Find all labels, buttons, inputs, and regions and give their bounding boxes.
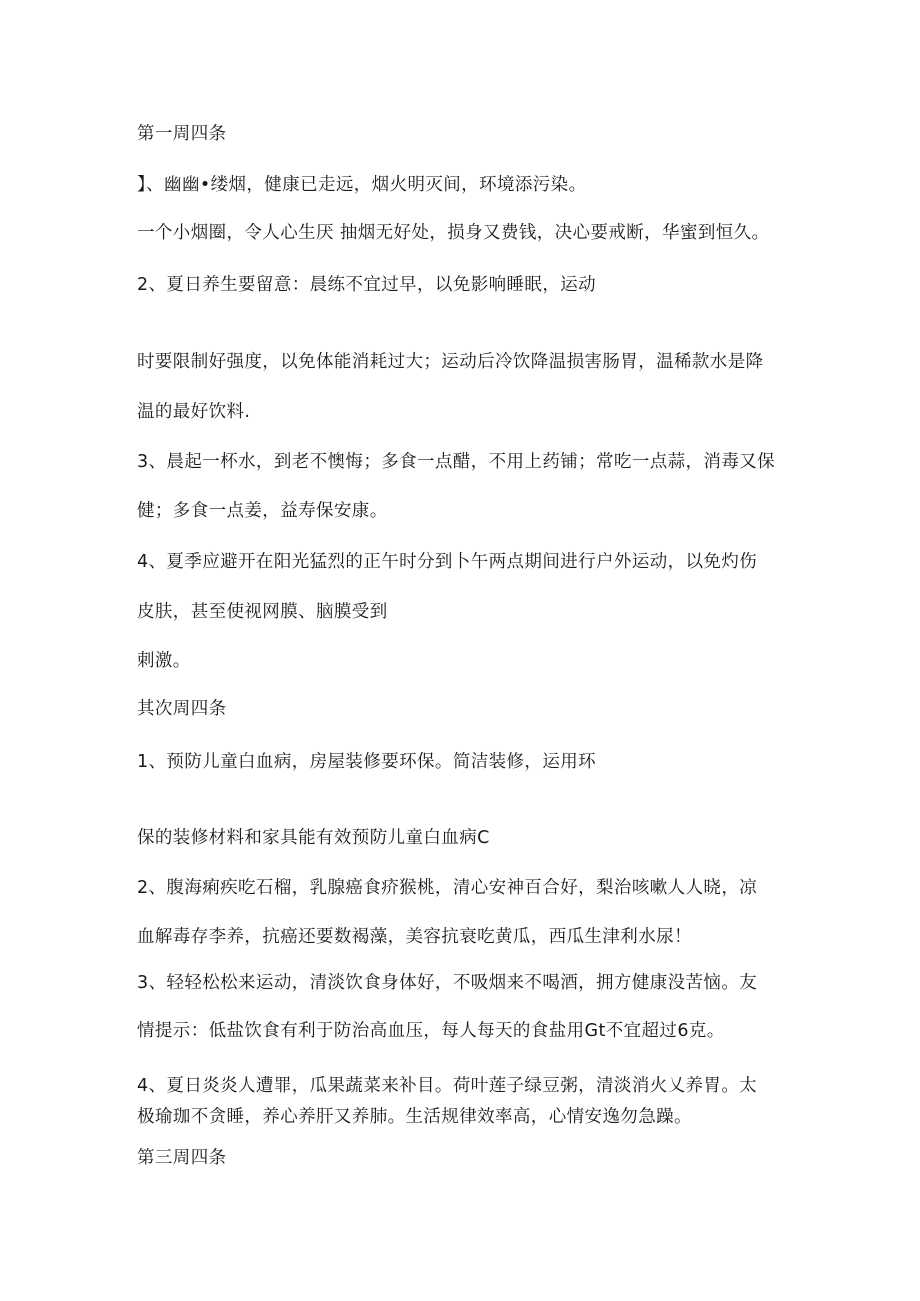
paragraph-line: 2、夏日养生要留意：晨练不宜过早，以免影响睡眠，运动: [137, 275, 597, 295]
paragraph-line: 2、腹海痢疾吃石榴，乳腺癌食疥猴桃，清心安神百合好，梨治咳嗽人人晓，凉: [137, 878, 758, 898]
paragraph-line: 】、幽幽•缕烟，健康已走远，烟火明灭间，环境添污染。: [137, 175, 587, 195]
paragraph-line: 3、轻轻松松来运动，清淡饮食身体好，不吸烟来不喝酒，拥方健康没苦恼。友: [137, 973, 758, 993]
heading-week-3: 第三周四条: [137, 1148, 227, 1168]
paragraph-line: 情提示：低盐饮食有利于防治高血压，每人每天的食盐用Gt不宜超过6克。: [137, 1021, 725, 1041]
paragraph-line: 血解毒存李养，抗癌还要数褐藻，美容抗衰吃黄瓜，西瓜生津利水尿！: [137, 927, 692, 947]
paragraph-line: 刺激。: [137, 651, 191, 671]
paragraph-line: 一个小烟圈，令人心生厌 抽烟无好处，损身又费钱，决心要戒断，华蜜到恒久。: [137, 223, 770, 243]
paragraph-line: 皮肤，甚至使视网膜、脑膜受到: [137, 602, 388, 622]
paragraph-line: 4、夏季应避开在阳光猛烈的正午时分到卜午两点期间进行户外运动，以免灼伤: [137, 552, 758, 572]
paragraph-line: 温的最好饮料.: [137, 402, 251, 422]
paragraph-line: 3、晨起一杯水，到老不懊悔；多食一点醋，不用上药铺；常吃一点蒜，消毒又保: [137, 452, 776, 472]
paragraph-line: 4、夏日炎炎人遭罪，瓜果蔬菜来补目。荷叶莲子绿豆粥，清淡消火乂养胃。太: [137, 1076, 758, 1096]
paragraph-line: 健；多食一点姜，益寿保安康。: [137, 501, 388, 521]
heading-week-1: 第一周四条: [137, 124, 227, 144]
heading-week-2: 其次周四条: [137, 699, 227, 719]
paragraph-line: 1、预防儿童白血病，房屋装修要环保。简洁装修，运用环: [137, 752, 597, 772]
paragraph-line: 保的装修材料和家具能有效预防儿童白血病C: [137, 828, 490, 848]
paragraph-line: 极瑜珈不贪睡，养心养肝又养肺。生活规律效率高，心情安逸勿急躁。: [137, 1107, 692, 1127]
paragraph-line: 时要限制好强度，以免体能消耗过大；运动后冷饮降温损害肠胃，温稀款水是降: [137, 352, 764, 372]
